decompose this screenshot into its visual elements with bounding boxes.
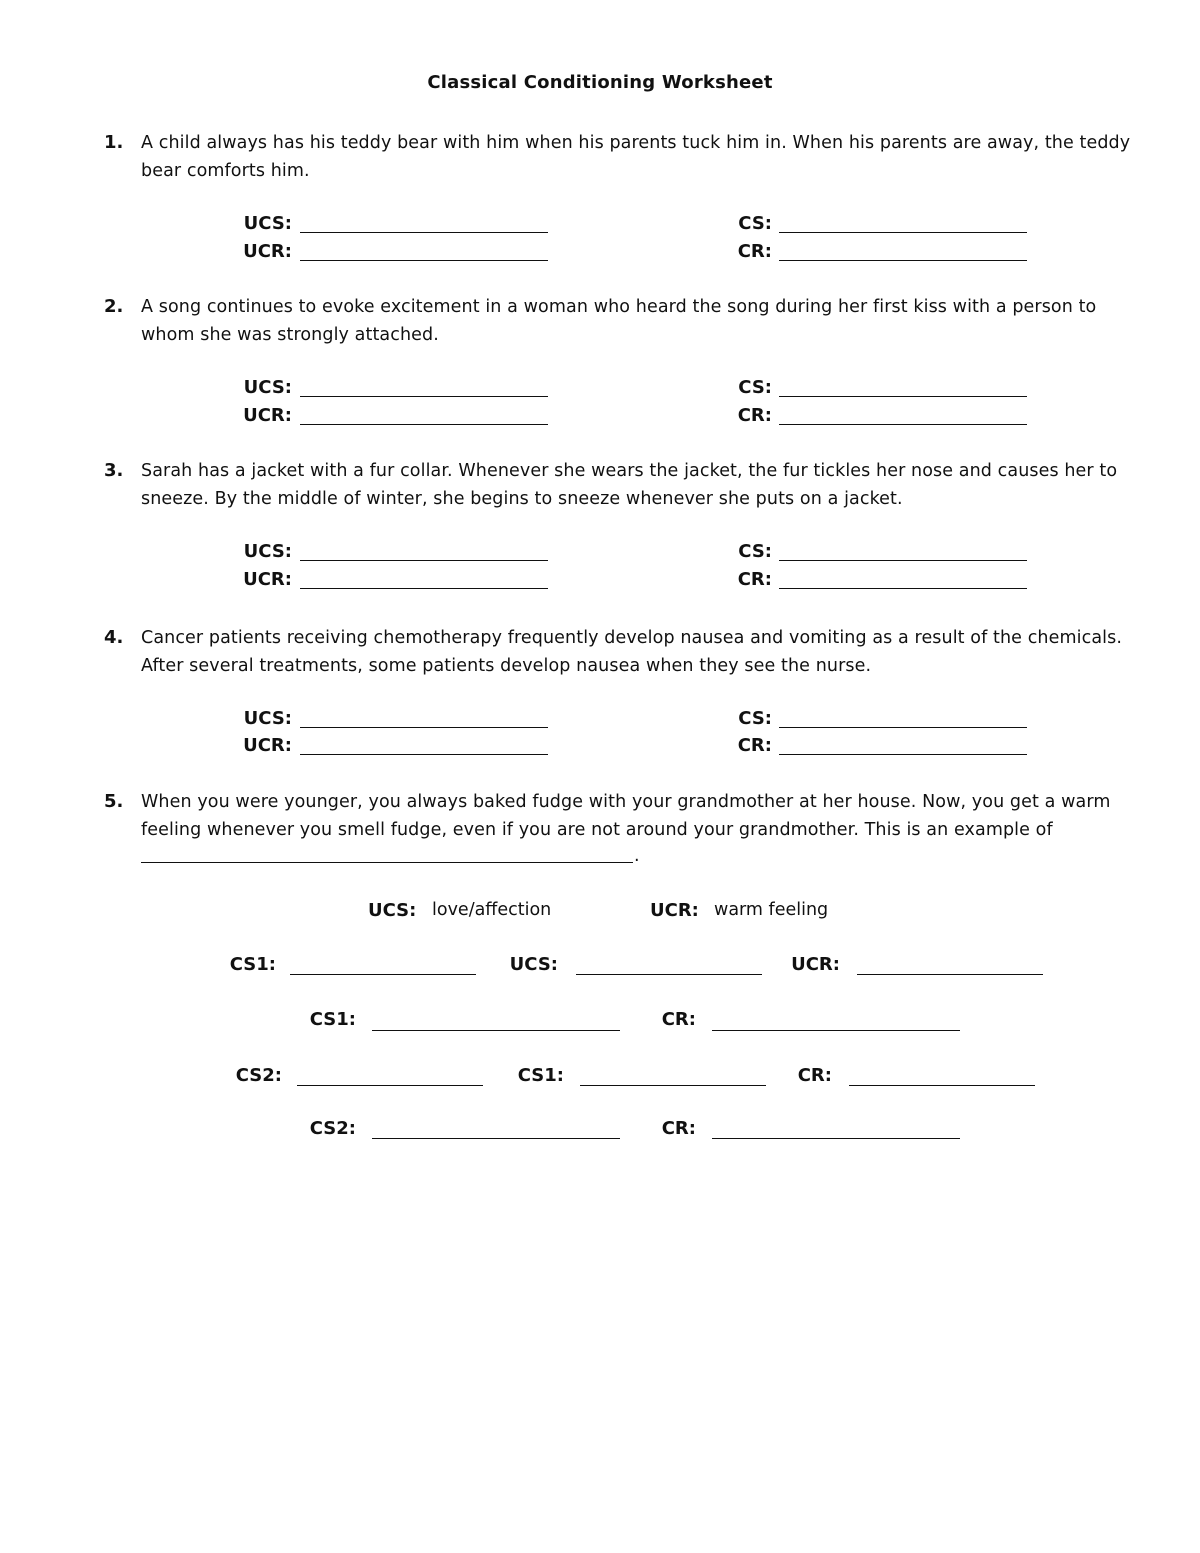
- q4-ucs-blank[interactable]: [300, 727, 548, 728]
- q3-ucr-label: UCR:: [243, 569, 292, 590]
- row1-ucr-label: UCR:: [791, 954, 840, 975]
- q1-ucs-blank[interactable]: [300, 232, 548, 233]
- q1-ucs-label: UCS:: [243, 213, 292, 234]
- question-text-3: Sarah has a jacket with a fur collar. Whenever she wears the jacket, the fur tickles her nose and causes her to sneeze. By the middle of winter, she begins to sneeze whenever she puts on a jacket.: [141, 461, 1118, 509]
- q3-ucs-blank[interactable]: [300, 560, 548, 561]
- row4-cr-label: CR:: [661, 1118, 696, 1139]
- q3-cs-blank[interactable]: [779, 560, 1027, 561]
- q3-ucs-label: UCS:: [243, 541, 292, 562]
- row1-cs1-blank[interactable]: [290, 974, 476, 975]
- q2-ucs-label: UCS:: [243, 377, 292, 398]
- q4-cr-label: CR:: [737, 735, 772, 756]
- q3-ucr-blank[interactable]: [300, 588, 548, 589]
- row3-cr-label: CR:: [797, 1065, 832, 1086]
- q4-cs-label: CS:: [738, 708, 772, 729]
- row4-cr-blank[interactable]: [712, 1138, 960, 1139]
- q4-ucs-label: UCS:: [243, 708, 292, 729]
- question-text-5: When you were younger, you always baked fudge with your grandmother at her house. Now, you get a warm feeling whenever you smell fudge, even if you are not around your grandmother. This is an example of: [141, 792, 1111, 840]
- row3-cs2-label: CS2:: [235, 1065, 282, 1086]
- row3-cs2-blank[interactable]: [297, 1085, 483, 1086]
- q4-ucr-label: UCR:: [243, 735, 292, 756]
- row2-cr-blank[interactable]: [712, 1030, 960, 1031]
- q1-cr-label: CR:: [737, 241, 772, 262]
- question-text-2: A song continues to evoke excitement in a woman who heard the song during her first kiss with a person to whom she was strongly attached.: [141, 297, 1097, 345]
- q4-ucr-blank[interactable]: [300, 754, 548, 755]
- question-number-1: 1.: [104, 132, 124, 153]
- row1-cs1-label: CS1:: [229, 954, 276, 975]
- row3-cs1-blank[interactable]: [580, 1085, 766, 1086]
- q4-cs-blank[interactable]: [779, 727, 1027, 728]
- row3-cs1-label: CS1:: [517, 1065, 564, 1086]
- row1-ucs-label: UCS:: [509, 954, 558, 975]
- given-ucs-value: love/affection: [432, 900, 552, 920]
- question-number-3: 3.: [104, 460, 124, 481]
- question-text-4: Cancer patients receiving chemotherapy frequently develop nausea and vomiting as a result of the chemicals. After several treatments, some patients develop nausea when they see the nurse.: [141, 628, 1122, 676]
- q1-ucr-blank[interactable]: [300, 260, 548, 261]
- row4-cs2-blank[interactable]: [372, 1138, 620, 1139]
- q4-cr-blank[interactable]: [779, 754, 1027, 755]
- q5-answer-blank[interactable]: [141, 862, 633, 863]
- row2-cr-label: CR:: [661, 1009, 696, 1030]
- q5-blank-period: .: [634, 846, 640, 866]
- question-number-2: 2.: [104, 296, 124, 317]
- row2-cs1-blank[interactable]: [372, 1030, 620, 1031]
- question-number-4: 4.: [104, 627, 124, 648]
- q3-cs-label: CS:: [738, 541, 772, 562]
- q1-cs-label: CS:: [738, 213, 772, 234]
- row4-cs2-label: CS2:: [309, 1118, 356, 1139]
- given-ucr-value: warm feeling: [714, 900, 829, 920]
- row1-ucr-blank[interactable]: [857, 974, 1043, 975]
- q2-cr-label: CR:: [737, 405, 772, 426]
- q2-cr-blank[interactable]: [779, 424, 1027, 425]
- q2-ucs-blank[interactable]: [300, 396, 548, 397]
- q1-ucr-label: UCR:: [243, 241, 292, 262]
- q2-cs-label: CS:: [738, 377, 772, 398]
- row2-cs1-label: CS1:: [309, 1009, 356, 1030]
- q2-cs-blank[interactable]: [779, 396, 1027, 397]
- row1-ucs-blank[interactable]: [576, 974, 762, 975]
- row3-cr-blank[interactable]: [849, 1085, 1035, 1086]
- q2-ucr-label: UCR:: [243, 405, 292, 426]
- q3-cr-label: CR:: [737, 569, 772, 590]
- q1-cr-blank[interactable]: [779, 260, 1027, 261]
- given-ucr-label: UCR:: [650, 900, 699, 921]
- q3-cr-blank[interactable]: [779, 588, 1027, 589]
- question-text-1: A child always has his teddy bear with him when his parents tuck him in. When his parents are away, the teddy bear comforts him.: [141, 133, 1131, 181]
- q1-cs-blank[interactable]: [779, 232, 1027, 233]
- worksheet-title: Classical Conditioning Worksheet: [427, 72, 773, 93]
- given-ucs-label: UCS:: [368, 900, 417, 921]
- question-number-5: 5.: [104, 791, 124, 812]
- q2-ucr-blank[interactable]: [300, 424, 548, 425]
